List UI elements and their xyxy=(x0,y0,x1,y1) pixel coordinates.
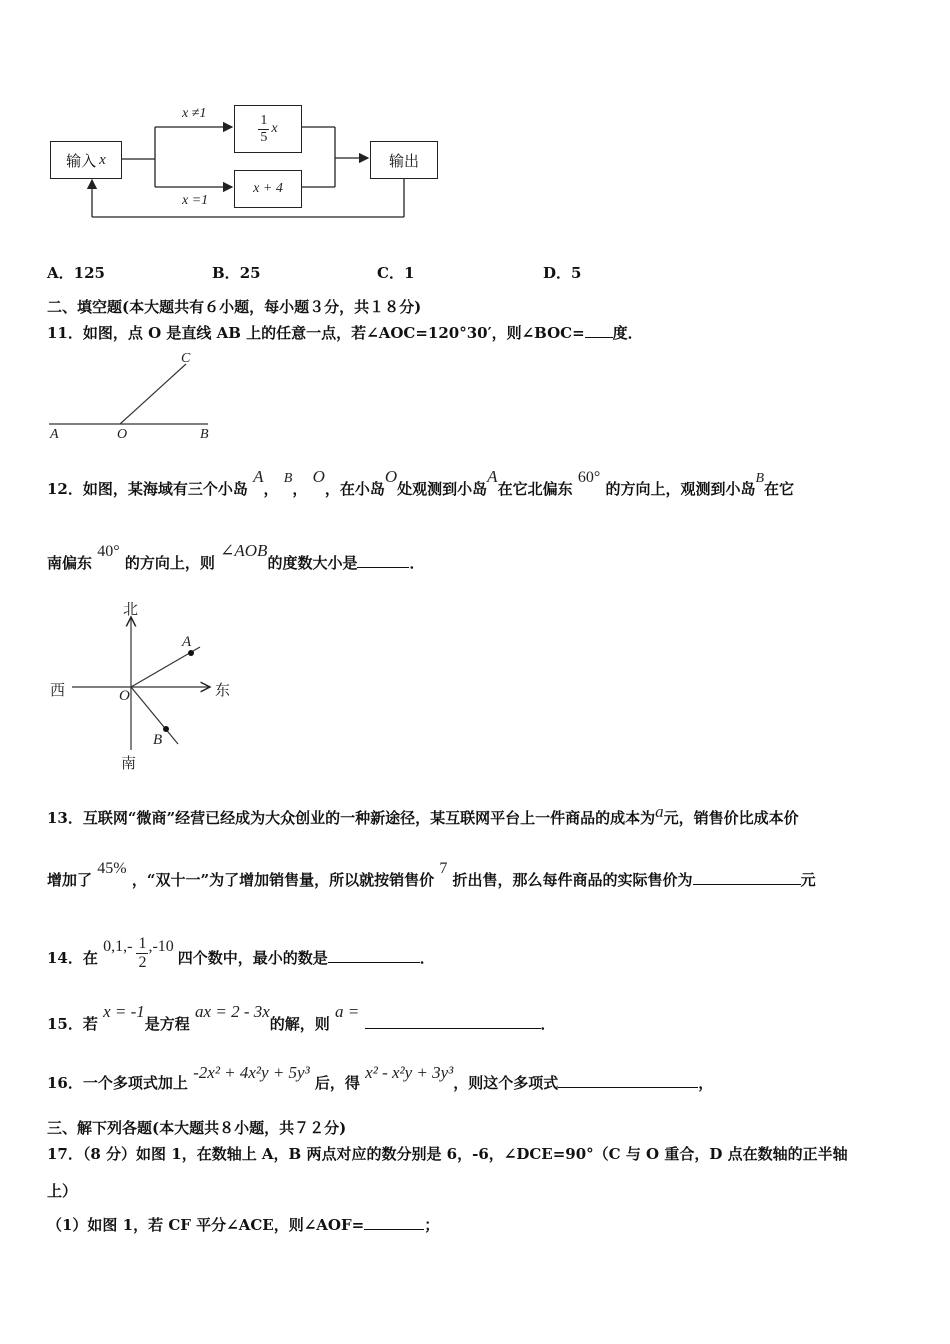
q12-var-o: O xyxy=(312,467,325,486)
q11-stem: 11．如图，点 O 是直线 AB 上的任意一点，若∠AOC=120°30′，则∠BOC= xyxy=(47,324,585,342)
cond-equal-one: x =1 xyxy=(182,193,209,208)
q13-p2: 元，销售价比成本价 xyxy=(663,809,799,827)
option-c-letter: C． xyxy=(377,264,404,282)
q14-half-num: 1 xyxy=(138,935,147,952)
q12-angle1: 60° xyxy=(577,469,601,486)
q11-label-a: A xyxy=(50,427,59,442)
q12-line2 xyxy=(47,541,425,573)
section3-title: 三、解下列各题(本大题共８小题，共７２分) xyxy=(47,1119,347,1137)
q13-l2p1: 增加了 xyxy=(47,871,93,889)
q15-p3: 的解，则 xyxy=(269,1015,330,1033)
q12-comma1: ， xyxy=(263,480,279,498)
q14-blank xyxy=(328,948,420,963)
option-b xyxy=(212,262,261,283)
section2-title: 二、填空题(本大题共有６小题，每小题３分，共１８分) xyxy=(47,298,422,316)
option-d-letter: D． xyxy=(543,264,572,282)
q14-end: ． xyxy=(419,949,435,968)
q14-half-den: 2 xyxy=(138,954,147,971)
q13-p1: 13．互联网“微商”经营已经成为大众创业的一种新途径，某互联网平台上一件商品的成本为 xyxy=(47,809,656,827)
q11-label-c: C xyxy=(181,351,191,366)
option-d xyxy=(543,262,581,283)
q12-south: 南 xyxy=(121,754,137,772)
q11-suffix: 度． xyxy=(612,324,643,342)
q11-label-b: B xyxy=(200,427,209,442)
q15-end: ． xyxy=(540,1015,556,1033)
q12-angle-aob: ∠AOB xyxy=(220,541,268,560)
q16-line xyxy=(47,1063,714,1093)
q17-sub1-blank xyxy=(364,1215,424,1230)
option-d-value: 5 xyxy=(571,264,582,282)
q17-line1: 17．（8 分）如图 1，在数轴上 A，B 两点对应的数分别是 6，-6，∠DCE=90°（C 与 O 重合，D 点在数轴的正半轴 xyxy=(47,1145,848,1163)
q13-percent: 45% xyxy=(97,860,127,877)
q12-p3: 处观测到小岛 xyxy=(397,480,488,498)
q12-angle2: 40° xyxy=(97,543,120,560)
output-box xyxy=(370,141,438,179)
q13-l2p3: 折出售，那么每件商品的实际售价为 xyxy=(452,871,693,889)
q12-p6: 在它 xyxy=(764,480,795,498)
q15-blank xyxy=(365,1014,541,1029)
q12-fig-a: A xyxy=(182,634,192,650)
q15-p2: 是方程 xyxy=(144,1015,190,1033)
q12-var-b: B xyxy=(283,471,293,486)
q12-p1: 12．如图，某海域有三个小岛 xyxy=(47,480,248,498)
q12-var-a2: A xyxy=(487,467,498,486)
option-b-value: 25 xyxy=(239,264,261,282)
q13-var-a: a xyxy=(655,802,664,821)
box-top-var: x xyxy=(271,121,278,136)
option-a-letter: A． xyxy=(47,264,74,282)
q12-l2p3: 的度数大小是 xyxy=(267,554,358,572)
q14-nums-b: ,-10 xyxy=(148,938,174,956)
q13-blank xyxy=(693,870,801,885)
q12-blank xyxy=(357,553,409,568)
output-label: 输出 xyxy=(388,151,419,170)
input-var: x xyxy=(99,151,106,168)
q11-label-o: O xyxy=(117,427,128,442)
q12-fig-o: O xyxy=(119,688,130,704)
q14-line xyxy=(47,935,435,977)
q14-nums-a: 0,1,- xyxy=(103,938,133,956)
q15-eq2: ax = 2 - 3x xyxy=(195,1002,270,1021)
q13-l2p2: ，“双十一”为了增加销售量，所以就按销售价 xyxy=(131,871,435,889)
q16-poly2: x² - x²y + 3y³ xyxy=(365,1063,454,1082)
q15-eq1: x = -1 xyxy=(103,1002,145,1021)
q12-p4: 在它北偏东 xyxy=(497,480,573,498)
q12-l2p2: 的方向上，则 xyxy=(124,554,215,572)
q16-blank xyxy=(558,1073,698,1088)
q12-fig-b: B xyxy=(153,732,163,748)
q14-p1: 14．在 xyxy=(47,949,98,968)
box-x-plus-4 xyxy=(234,170,302,208)
q13-line1 xyxy=(47,802,799,828)
q16-p1: 16．一个多项式加上 xyxy=(47,1074,188,1092)
q17-sub1-end: ； xyxy=(424,1216,440,1234)
q13-line2 xyxy=(47,860,816,890)
q12-comma2: ， xyxy=(292,480,308,498)
q12-east: 东 xyxy=(215,681,231,699)
q14-numbers xyxy=(103,935,178,971)
q12-var-a: A xyxy=(253,467,264,486)
input-box xyxy=(50,141,122,179)
q14-p2: 四个数中，最小的数是 xyxy=(177,949,328,968)
q16-poly1: -2x² + 4x²y + 5y³ xyxy=(193,1063,310,1082)
flowchart-lines xyxy=(0,0,950,240)
q12-west: 西 xyxy=(50,681,66,699)
q11-blank xyxy=(585,323,613,338)
box-bottom-expr: x + 4 xyxy=(253,181,283,196)
box-one-fifth-x xyxy=(234,105,302,153)
q11-figure xyxy=(0,340,260,450)
q15-line xyxy=(47,1002,556,1034)
q12-end: ． xyxy=(409,554,425,572)
q12-north: 北 xyxy=(123,600,139,618)
q13-seven: 7 xyxy=(439,860,448,877)
q17-line2: 上） xyxy=(47,1182,78,1200)
option-a-value: 125 xyxy=(73,264,105,282)
q12-p2: ，在小岛 xyxy=(324,480,385,498)
q12-line1 xyxy=(47,467,795,499)
q12-var-b2: B xyxy=(755,471,765,486)
option-c xyxy=(377,262,414,283)
q17-sub1-text: （1）如图 1，若 CF 平分∠ACE，则∠AOF= xyxy=(47,1216,365,1234)
q13-end: 元 xyxy=(800,871,816,889)
fraction-denominator: 5 xyxy=(260,129,268,145)
q12-p5: 的方向上，观测到小岛 xyxy=(605,480,756,498)
q15-p1: 15．若 xyxy=(47,1015,98,1033)
q16-end: ， xyxy=(698,1074,714,1092)
option-b-letter: B． xyxy=(212,264,240,282)
q12-var-o2: O xyxy=(384,467,398,486)
input-label: 输入 xyxy=(66,151,97,170)
cond-not-one: x ≠1 xyxy=(182,106,207,121)
q15-a: a = xyxy=(335,1002,360,1021)
option-a xyxy=(47,262,105,283)
q16-p2: 后，得 xyxy=(314,1074,360,1092)
q16-p3: ，则这个多项式 xyxy=(453,1074,559,1092)
q12-l2p1: 南偏东 xyxy=(47,554,93,572)
fraction-numerator: 1 xyxy=(260,112,268,128)
option-c-value: 1 xyxy=(403,264,415,282)
q17-sub1 xyxy=(47,1214,439,1235)
